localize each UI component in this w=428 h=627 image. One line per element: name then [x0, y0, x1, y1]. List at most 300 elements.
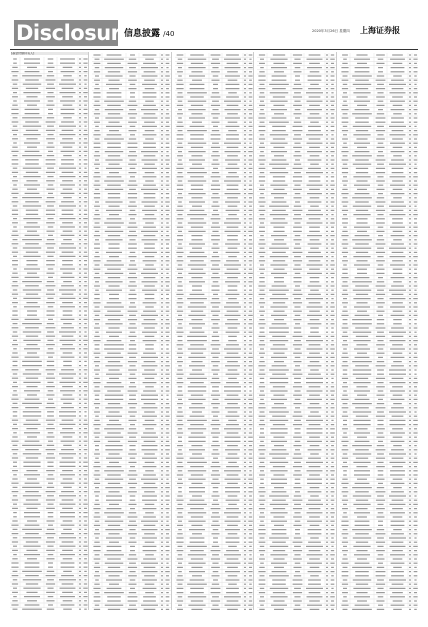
cell-text	[390, 441, 404, 442]
cell-text	[166, 567, 169, 568]
cell-text	[128, 441, 137, 442]
cell-text	[12, 302, 18, 303]
cell-text	[212, 315, 218, 316]
cell-text	[109, 411, 120, 412]
cell-text	[177, 285, 182, 286]
cell-text	[332, 378, 334, 379]
cell-text	[46, 67, 54, 68]
cell-text	[260, 537, 265, 538]
cell-text	[293, 344, 302, 345]
cell-text	[274, 487, 284, 488]
cell-text	[178, 479, 182, 480]
cell-text	[248, 416, 252, 417]
cell-text	[295, 512, 301, 513]
cell-text	[109, 214, 119, 215]
cell-text	[331, 508, 334, 509]
cell-text	[326, 231, 328, 232]
cell-text	[341, 407, 348, 408]
cell-text	[414, 403, 417, 404]
cell-text	[109, 122, 120, 123]
cell-text	[260, 420, 264, 421]
table-column	[257, 52, 336, 610]
cell-text	[60, 92, 76, 93]
cell-text	[273, 96, 285, 97]
cell-text	[244, 521, 246, 522]
cell-text	[12, 273, 17, 274]
cell-text	[188, 399, 205, 400]
cell-text	[187, 378, 207, 379]
cell-text	[13, 155, 18, 156]
cell-text	[166, 403, 169, 404]
cell-text	[142, 126, 157, 127]
cell-text	[161, 449, 163, 450]
cell-text	[166, 126, 170, 127]
cell-text	[224, 441, 240, 442]
cell-text	[326, 164, 328, 165]
cell-text	[326, 571, 328, 572]
cell-text	[260, 327, 265, 328]
cell-text	[249, 269, 252, 270]
cell-text	[326, 420, 328, 421]
cell-text	[12, 67, 17, 68]
cell-text	[295, 201, 300, 202]
cell-text	[244, 130, 246, 131]
cell-text	[376, 231, 384, 232]
cell-text	[84, 252, 87, 253]
cell-text	[341, 533, 348, 534]
cell-text	[224, 180, 241, 181]
cell-text	[391, 327, 404, 328]
cell-text	[228, 462, 237, 463]
cell-text	[161, 416, 163, 417]
cell-text	[259, 180, 265, 181]
cell-text	[83, 226, 87, 227]
cell-text	[212, 563, 218, 564]
cell-text	[244, 164, 246, 165]
cell-text	[145, 369, 156, 370]
cell-text	[376, 529, 383, 530]
cell-text	[331, 105, 334, 106]
cell-text	[83, 340, 87, 341]
cell-text	[272, 323, 287, 324]
cell-text	[79, 222, 81, 223]
cell-text	[60, 226, 75, 227]
cell-text	[161, 290, 163, 291]
cell-text	[108, 63, 122, 64]
cell-text	[392, 311, 402, 312]
cell-text	[79, 306, 81, 307]
cell-text	[24, 512, 40, 513]
cell-text	[79, 562, 81, 563]
cell-text	[96, 290, 100, 291]
cell-text	[48, 554, 54, 555]
cell-text	[108, 525, 120, 526]
cell-text	[409, 235, 411, 236]
cell-text	[84, 243, 88, 244]
cell-text	[178, 554, 182, 555]
cell-text	[161, 75, 163, 76]
cell-text	[94, 411, 100, 412]
cell-text	[84, 285, 88, 286]
cell-text	[12, 336, 18, 337]
cell-text	[161, 554, 163, 555]
cell-text	[224, 596, 241, 597]
cell-text	[274, 189, 285, 190]
cell-text	[248, 151, 252, 152]
cell-text	[391, 117, 404, 118]
cell-text	[177, 256, 182, 257]
cell-text	[310, 609, 320, 610]
cell-text	[274, 113, 284, 114]
cell-text	[249, 378, 252, 379]
cell-text	[377, 126, 384, 127]
cell-text	[48, 71, 53, 72]
cell-text	[63, 394, 73, 395]
cell-text	[191, 185, 203, 186]
cell-text	[295, 479, 301, 480]
cell-text	[191, 277, 202, 278]
cell-text	[84, 151, 88, 152]
cell-text	[211, 575, 219, 576]
cell-text	[108, 432, 122, 433]
cell-text	[79, 390, 81, 391]
cell-text	[227, 277, 238, 278]
cell-text	[376, 302, 385, 303]
cell-text	[342, 374, 346, 375]
cell-text	[342, 269, 347, 270]
cell-text	[144, 516, 157, 517]
cell-text	[161, 273, 163, 274]
cell-text	[61, 151, 75, 152]
cell-text	[389, 424, 405, 425]
cell-text	[306, 134, 323, 135]
cell-text	[94, 134, 101, 135]
cell-text	[79, 457, 81, 458]
cell-text	[308, 294, 321, 295]
cell-text	[259, 533, 266, 534]
cell-text	[249, 525, 252, 526]
cell-text	[161, 516, 163, 517]
cell-text	[309, 227, 320, 228]
cell-text	[46, 436, 54, 437]
cell-text	[306, 298, 323, 299]
cell-text	[356, 54, 367, 55]
cell-text	[294, 382, 301, 383]
cell-text	[244, 117, 246, 118]
cell-text	[244, 596, 246, 597]
cell-text	[47, 546, 53, 547]
cell-text	[128, 432, 138, 433]
cell-text	[177, 172, 182, 173]
cell-text	[391, 88, 403, 89]
cell-text	[343, 588, 347, 589]
cell-text	[259, 159, 266, 160]
cell-text	[143, 54, 157, 55]
cell-text	[167, 180, 170, 181]
cell-text	[46, 336, 55, 337]
cell-text	[273, 344, 285, 345]
cell-text	[293, 227, 302, 228]
cell-text	[62, 138, 73, 139]
cell-text	[46, 583, 55, 584]
cell-text	[11, 567, 18, 568]
cell-text	[306, 340, 323, 341]
cell-text	[326, 71, 328, 72]
cell-text	[142, 374, 157, 375]
cell-text	[272, 159, 287, 160]
cell-text	[13, 554, 17, 555]
cell-text	[47, 117, 54, 118]
cell-text	[61, 483, 75, 484]
cell-text	[273, 550, 285, 551]
cell-text	[96, 252, 100, 253]
cell-text	[95, 189, 99, 190]
cell-text	[83, 142, 87, 143]
cell-text	[12, 478, 17, 479]
cell-text	[409, 512, 411, 513]
cell-text	[244, 273, 246, 274]
cell-text	[326, 134, 328, 135]
cell-text	[326, 579, 328, 580]
cell-text	[342, 395, 347, 396]
cell-text	[84, 399, 88, 400]
cell-text	[189, 449, 205, 450]
cell-text	[413, 525, 417, 526]
cell-text	[342, 147, 347, 148]
cell-text	[190, 176, 204, 177]
cell-text	[273, 218, 285, 219]
cell-text	[331, 495, 334, 496]
cell-text	[226, 54, 239, 55]
cell-text	[79, 399, 81, 400]
cell-text	[79, 197, 81, 198]
cell-text	[109, 575, 120, 576]
cell-text	[46, 428, 55, 429]
cell-text	[210, 588, 220, 589]
cell-text	[95, 521, 99, 522]
cell-text	[167, 512, 170, 513]
cell-text	[341, 201, 348, 202]
cell-text	[376, 96, 385, 97]
cell-text	[343, 432, 347, 433]
cell-text	[128, 558, 138, 559]
cell-text	[161, 302, 163, 303]
cell-text	[62, 302, 73, 303]
cell-text	[212, 273, 218, 274]
cell-text	[79, 235, 81, 236]
cell-text	[161, 298, 163, 299]
cell-text	[212, 59, 219, 60]
cell-text	[94, 483, 100, 484]
cell-text	[249, 336, 252, 337]
cell-text	[11, 151, 18, 152]
cell-text	[63, 281, 72, 282]
cell-text	[176, 542, 183, 543]
cell-text	[13, 466, 17, 467]
cell-text	[84, 205, 86, 206]
cell-text	[272, 210, 286, 211]
cell-text	[130, 302, 135, 303]
cell-text	[413, 500, 416, 501]
cell-text	[332, 298, 334, 299]
cell-text	[248, 260, 252, 261]
cell-text	[26, 294, 38, 295]
cell-text	[129, 554, 136, 555]
cell-text	[409, 168, 411, 169]
cell-text	[294, 369, 301, 370]
cell-text	[161, 407, 163, 408]
cell-text	[259, 147, 265, 148]
cell-text	[79, 415, 81, 416]
cell-text	[79, 499, 81, 500]
cell-text	[178, 390, 182, 391]
cell-text	[295, 117, 300, 118]
cell-text	[79, 126, 81, 127]
cell-text	[409, 63, 411, 64]
cell-text	[62, 386, 73, 387]
table-columns	[10, 52, 418, 610]
cell-text	[226, 516, 238, 517]
cell-text	[225, 529, 240, 530]
cell-text	[144, 361, 156, 362]
cell-text	[375, 117, 385, 118]
cell-text	[161, 155, 163, 156]
cell-text	[259, 126, 266, 127]
cell-text	[342, 445, 347, 446]
cell-text	[79, 336, 81, 337]
cell-text	[248, 54, 252, 55]
cell-text	[409, 596, 411, 597]
cell-text	[166, 311, 170, 312]
cell-text	[94, 235, 100, 236]
cell-text	[273, 54, 285, 55]
cell-text	[271, 315, 287, 316]
cell-text	[326, 264, 328, 265]
cell-text	[357, 63, 367, 64]
cell-text	[13, 579, 17, 580]
cell-text	[27, 189, 37, 190]
cell-text	[167, 336, 170, 337]
cell-text	[326, 466, 328, 467]
cell-text	[79, 260, 81, 261]
cell-text	[166, 474, 170, 475]
cell-text	[342, 63, 347, 64]
cell-text	[414, 113, 417, 114]
cell-text	[227, 239, 238, 240]
cell-text	[61, 201, 74, 202]
cell-text	[84, 571, 87, 572]
cell-text	[166, 453, 169, 454]
cell-text	[352, 323, 372, 324]
cell-text	[107, 260, 122, 261]
cell-text	[330, 143, 334, 144]
cell-text	[260, 445, 265, 446]
cell-text	[260, 193, 264, 194]
cell-text	[248, 479, 252, 480]
cell-text	[259, 508, 265, 509]
cell-text	[212, 256, 219, 257]
cell-text	[166, 491, 169, 492]
cell-text	[46, 294, 55, 295]
cell-text	[341, 294, 347, 295]
cell-text	[330, 554, 334, 555]
cell-text	[95, 323, 99, 324]
cell-text	[94, 424, 101, 425]
cell-text	[225, 210, 239, 211]
cell-text	[46, 210, 55, 211]
cell-text	[161, 504, 163, 505]
cell-text	[259, 75, 266, 76]
cell-text	[271, 306, 288, 307]
cell-text	[354, 67, 369, 68]
cell-text	[178, 487, 182, 488]
cell-text	[12, 159, 19, 160]
cell-text	[224, 67, 240, 68]
cell-text	[84, 159, 88, 160]
cell-text	[13, 382, 17, 383]
cell-text	[84, 210, 87, 211]
cell-text	[166, 558, 170, 559]
cell-text	[146, 386, 155, 387]
cell-text	[189, 210, 204, 211]
cell-text	[191, 445, 202, 446]
cell-text	[161, 201, 163, 202]
cell-text	[260, 378, 264, 379]
cell-text	[167, 470, 170, 471]
cell-text	[60, 390, 75, 391]
cell-text	[330, 432, 334, 433]
cell-text	[342, 344, 348, 345]
cell-text	[409, 185, 411, 186]
cell-text	[211, 71, 220, 72]
cell-text	[269, 369, 289, 370]
cell-text	[188, 470, 206, 471]
cell-text	[272, 88, 286, 89]
cell-text	[25, 575, 39, 576]
cell-text	[108, 353, 122, 354]
cell-text	[306, 420, 323, 421]
cell-text	[343, 298, 347, 299]
cell-text	[409, 332, 411, 333]
cell-text	[249, 353, 252, 354]
cell-text	[342, 218, 348, 219]
cell-text	[413, 227, 417, 228]
cell-text	[79, 289, 81, 290]
cell-text	[390, 399, 404, 400]
cell-text	[294, 248, 301, 249]
cell-text	[106, 168, 122, 169]
cell-text	[27, 67, 37, 68]
cell-text	[331, 159, 335, 160]
cell-text	[248, 407, 252, 408]
cell-text	[79, 88, 81, 89]
cell-text	[62, 96, 73, 97]
cell-text	[84, 579, 86, 580]
cell-text	[414, 592, 417, 593]
cell-text	[294, 164, 301, 165]
cell-text	[226, 474, 238, 475]
cell-text	[331, 407, 335, 408]
cell-text	[176, 96, 183, 97]
cell-text	[244, 609, 246, 610]
cell-text	[376, 353, 384, 354]
cell-text	[326, 483, 328, 484]
cell-text	[27, 436, 37, 437]
cell-text	[161, 189, 163, 190]
cell-text	[176, 344, 183, 345]
cell-text	[272, 500, 286, 501]
cell-text	[84, 470, 87, 471]
